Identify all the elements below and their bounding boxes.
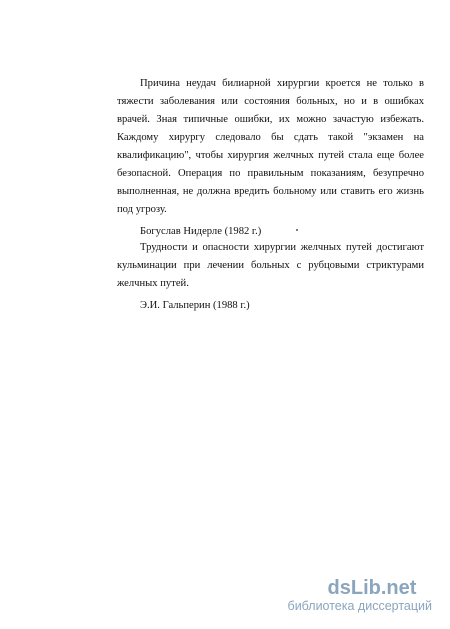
dslib-watermark: [288, 577, 432, 613]
watermark-logo: dsLib.net: [327, 577, 417, 599]
epigraph-niederle: [117, 75, 424, 241]
epigraph-text: Трудности и опасности хирургии желчных путей достигают кульминации при лечении больных с рубцовыми стриктурами желчных путей.: [117, 242, 424, 289]
epigraph-author: Богуслав Нидерле (1982 г.): [140, 226, 262, 237]
watermark-tagline: библиотека диссертаций: [287, 599, 432, 613]
epigraph-text: Причина неудач билиарной хирургии кроется не только в тяжести заболевания или состояния больных, но и в ошибках врачей. Зная типичные ошибки, их можно зачастую избежать. Каждому хирургу следовало бы сдать такой "экзамен на квалификацию", чтобы хирургия желчных путей стала еще более безопасной. Операция по правильным показаниям, безупречно выполненная, не должна вредить больному или ставить его жизнь под угрозу.: [117, 78, 424, 215]
scan-speck: [296, 229, 298, 231]
epigraph-author: Э.И. Гальперин (1988 г.): [140, 300, 250, 311]
epigraph-galperin: [117, 239, 424, 315]
